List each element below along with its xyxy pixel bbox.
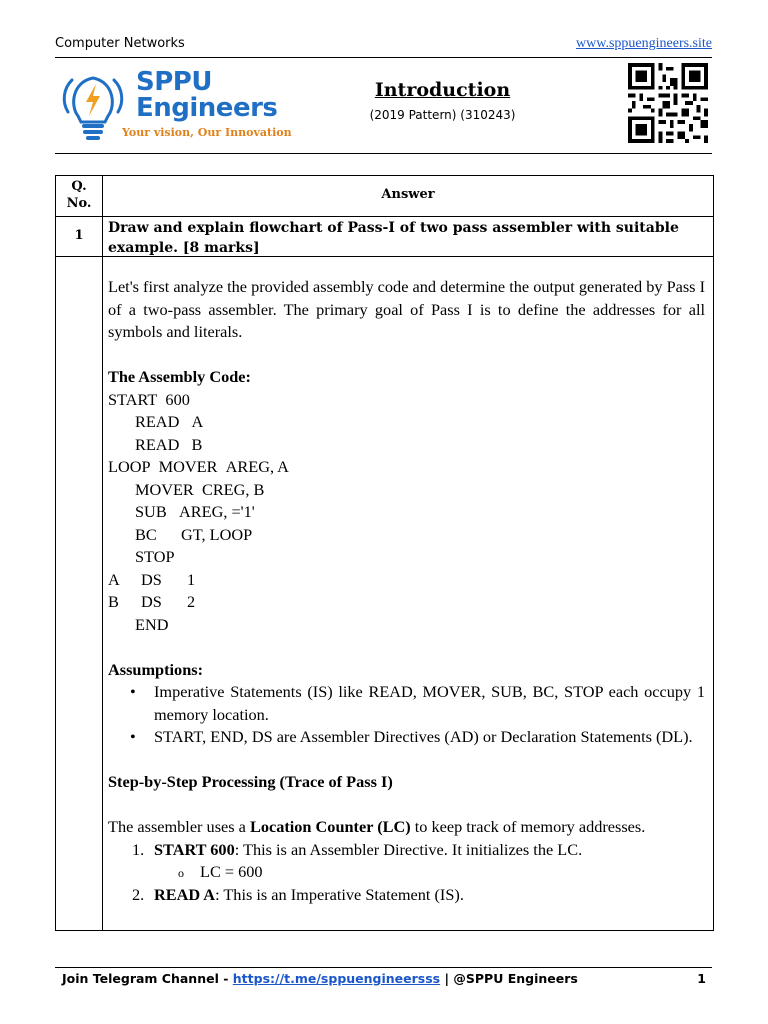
subject-header: Computer Networks bbox=[55, 36, 185, 51]
step-item: 1. START 600: This is an Assembler Directive. It initializes the LC. bbox=[132, 839, 583, 859]
brand-name-line2: Engineers bbox=[136, 93, 278, 123]
page-number: 1 bbox=[697, 971, 706, 986]
assumption-item: • Imperative Statements (IS) like READ, MOVER, SUB, BC, STOP each occupy 1 memory location. bbox=[108, 681, 705, 726]
footer: Join Telegram Channel - https://t.me/sppuengineersss | @SPPU Engineers bbox=[62, 971, 578, 986]
brand-name-line1: SPPU bbox=[136, 67, 212, 97]
trace-heading: Step-by-Step Processing (Trace of Pass I) bbox=[108, 772, 393, 791]
footer-divider bbox=[55, 967, 712, 968]
code-line: END bbox=[135, 614, 169, 634]
pattern-subtitle: (2019 Pattern) (310243) bbox=[369, 108, 516, 122]
code-line: BC GT, LOOP bbox=[135, 524, 253, 544]
code-line: LOOP MOVER AREG, A bbox=[108, 457, 289, 476]
question-number: 1 bbox=[74, 228, 84, 243]
brand-tagline: Your vision, Our Innovation bbox=[122, 126, 292, 139]
code-line: SUB AREG, ='1' bbox=[135, 502, 255, 521]
code-line: STOP bbox=[135, 547, 175, 566]
brand-logo bbox=[58, 66, 298, 142]
telegram-link[interactable]: https://t.me/sppuengineersss bbox=[232, 971, 441, 986]
title-divider bbox=[55, 153, 712, 154]
assumption-item: • START, END, DS are Assembler Directives (AD) or Declaration Statements (DL). bbox=[108, 726, 705, 749]
code-line: READ A bbox=[135, 412, 204, 431]
question-text: Draw and explain flowchart of Pass-I of two pass assembler with suitable example. [8 marks] bbox=[108, 220, 679, 256]
lightbulb-icon bbox=[58, 66, 128, 142]
code-line: B DS 2 bbox=[108, 592, 196, 611]
step-item: 2. READ A: This is an Imperative Statement (IS). bbox=[132, 884, 464, 904]
lc-paragraph: The assembler uses a Location Counter (LC) to keep track of memory addresses. bbox=[108, 817, 646, 836]
answer-body bbox=[108, 276, 705, 906]
assumptions-heading: Assumptions: bbox=[108, 659, 204, 679]
qr-code-icon bbox=[625, 63, 711, 143]
code-line: MOVER CREG, B bbox=[135, 479, 265, 499]
header-divider bbox=[55, 57, 712, 58]
qno-column-header: Q. No. bbox=[66, 179, 92, 211]
site-link[interactable]: www.sppuengineers.site bbox=[576, 36, 712, 51]
footer-label: Join Telegram Channel - bbox=[62, 971, 233, 986]
question-table bbox=[55, 175, 714, 931]
assembly-code bbox=[108, 389, 705, 637]
code-line: READ B bbox=[135, 434, 203, 454]
code-line: START 600 bbox=[108, 389, 190, 409]
intro-paragraph: Let's first analyze the provided assembly code and determine the output generated by Pass I of a two-pass assembler. The primary goal of Pass I is to define the addresses for all symbols and literals. bbox=[108, 277, 706, 341]
step-sub-item: o LC = 600 bbox=[108, 861, 705, 884]
code-line: A DS 1 bbox=[108, 569, 196, 589]
code-heading: The Assembly Code: bbox=[108, 367, 251, 386]
page-title: Introduction bbox=[374, 79, 511, 101]
answer-column-header: Answer bbox=[381, 187, 435, 202]
footer-handle: @SPPU Engineers bbox=[453, 971, 578, 986]
table-column-divider bbox=[102, 176, 103, 930]
